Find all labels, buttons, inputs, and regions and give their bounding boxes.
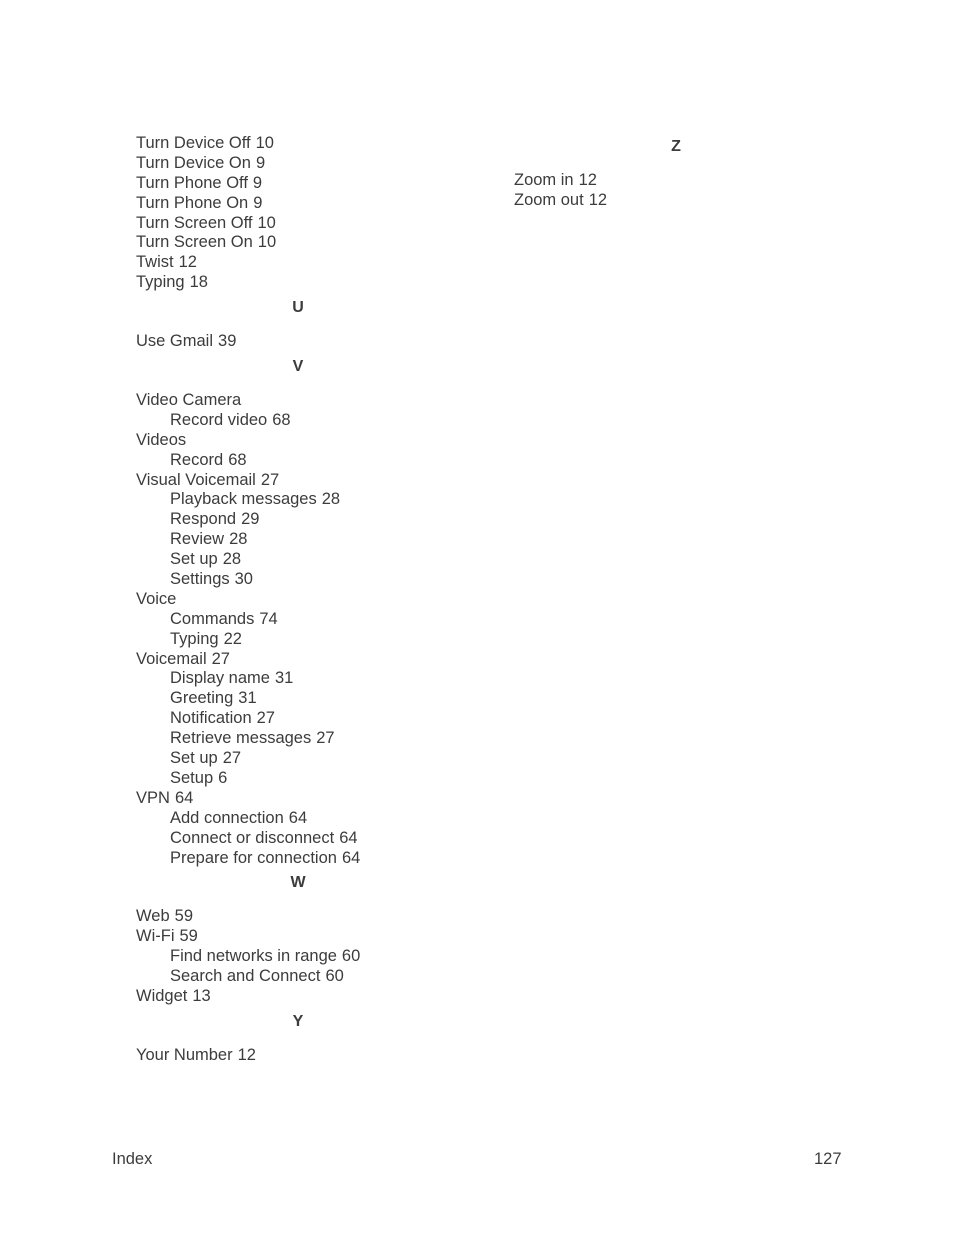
index-entry [514, 171, 844, 191]
index-page-ref: 27 [211, 649, 230, 668]
index-term: Zoom out [514, 190, 584, 209]
index-term: Typing [136, 273, 185, 292]
index-subentry [136, 411, 466, 431]
index-term: Playback messages [170, 490, 317, 509]
index-entry [136, 273, 466, 293]
index-entry [136, 174, 466, 194]
index-page-ref: 28 [321, 490, 341, 509]
index-subentry [136, 967, 466, 987]
index-entry [514, 191, 844, 211]
index-page-ref: 9 [252, 173, 263, 192]
index-entry [136, 253, 466, 273]
index-page-ref: 60 [341, 947, 361, 966]
index-entry [136, 471, 466, 491]
index-term: Zoom in [514, 171, 574, 189]
index-term: Video Camera [136, 391, 242, 410]
index-page-ref: 27 [260, 470, 280, 489]
index-page-ref: 68 [228, 450, 247, 469]
index-subentry [136, 510, 466, 530]
index-page-ref: 12 [178, 253, 197, 272]
index-letter-heading: W [290, 874, 306, 892]
index-term: Notification [170, 709, 252, 728]
index-page-ref: 12 [237, 1045, 256, 1064]
index-term: Find networks in range [170, 947, 337, 966]
index-subentry [136, 809, 466, 829]
index-subentry [136, 769, 466, 789]
index-letter-heading: Y [292, 1012, 304, 1030]
index-page-ref: 28 [222, 550, 242, 569]
index-page-ref: 13 [192, 986, 211, 1005]
index-term: Use Gmail [136, 332, 214, 351]
index-term: Web [136, 907, 170, 926]
index-page-ref: 18 [189, 273, 208, 292]
index-page-ref: 39 [218, 332, 237, 351]
index-term: Display name [170, 669, 270, 688]
index-column-right [514, 134, 844, 211]
index-page-ref: 30 [234, 570, 253, 589]
index-term: Widget [136, 986, 188, 1005]
index-entry [136, 590, 466, 610]
index-page-ref: 27 [222, 749, 242, 768]
index-term: Setup [170, 768, 214, 787]
index-page-ref: 64 [288, 808, 308, 827]
index-term: Videos [136, 430, 187, 449]
index-term: Review [170, 530, 225, 549]
index-term: Voicemail [136, 649, 207, 668]
index-page-ref: 12 [588, 190, 608, 209]
index-page-ref: 59 [174, 907, 193, 926]
index-page-ref: 68 [272, 410, 291, 429]
index-page-ref: 64 [174, 788, 194, 807]
index-entry [136, 233, 466, 253]
index-page-ref: 22 [223, 629, 242, 648]
index-page-ref: 31 [274, 669, 294, 688]
index-page-ref: 31 [238, 689, 257, 708]
index-subentry [136, 570, 466, 590]
index-term: Your Number [136, 1045, 233, 1064]
index-term: Voice [136, 589, 177, 608]
index-subentry [136, 490, 466, 510]
index-entry [136, 391, 466, 411]
index-entry [136, 650, 466, 670]
index-page-ref: 27 [316, 729, 335, 748]
footer-section-label: Index [112, 1150, 153, 1168]
index-term: Record video [170, 410, 268, 429]
index-term: Search and Connect [170, 967, 321, 986]
index-term: Set up [170, 550, 218, 569]
index-term: Wi-Fi [136, 927, 175, 946]
index-page-ref: 12 [578, 171, 597, 189]
footer-page-number: 127 [814, 1150, 842, 1168]
index-subentry [136, 610, 466, 630]
index-letter-heading: U [292, 299, 304, 317]
index-term: Set up [170, 749, 218, 768]
index-entry [136, 134, 466, 154]
index-subentry [136, 947, 466, 967]
index-page-ref: 28 [229, 530, 248, 549]
index-page-ref: 60 [325, 967, 344, 986]
index-page-ref: 59 [179, 927, 198, 946]
index-entry [136, 1046, 466, 1066]
index-term: Turn Device Off [136, 134, 251, 152]
index-entry [136, 907, 466, 927]
index-term: Commands [170, 609, 255, 628]
index-subentry [136, 451, 466, 471]
index-entry [136, 214, 466, 234]
index-page-ref: 29 [241, 510, 260, 529]
index-subentry [136, 689, 466, 709]
index-page-ref: 27 [256, 709, 275, 728]
index-page-ref: 74 [259, 609, 278, 628]
index-subentry [136, 550, 466, 570]
index-page-ref: 9 [253, 193, 263, 212]
index-term: Greeting [170, 689, 234, 708]
index-subentry [136, 669, 466, 689]
index-term: Prepare for connection [170, 848, 337, 867]
index-page-ref: 10 [257, 233, 277, 252]
index-page-ref: 10 [255, 134, 274, 152]
index-page-ref: 64 [341, 848, 361, 867]
index-entry [136, 987, 466, 1007]
index-term: Turn Screen Off [136, 213, 253, 232]
index-term: Typing [170, 629, 219, 648]
index-subentry [136, 729, 466, 749]
index-entry [136, 431, 466, 451]
index-page-ref: 6 [218, 768, 228, 787]
index-entry [136, 154, 466, 174]
index-subentry [136, 709, 466, 729]
index-letter-heading: Z [671, 138, 681, 155]
index-entry [136, 789, 466, 809]
index-subentry [136, 849, 466, 869]
index-term: Twist [136, 253, 174, 272]
index-entry [136, 927, 466, 947]
index-entry [136, 194, 466, 214]
index-subentry [136, 829, 466, 849]
index-term: Turn Screen On [136, 233, 253, 252]
index-term: Retrieve messages [170, 729, 312, 748]
index-term: Turn Device On [136, 153, 251, 172]
index-column-left [136, 134, 466, 1066]
index-page-ref: 64 [339, 828, 358, 847]
index-term: Settings [170, 570, 230, 589]
index-entry [136, 332, 466, 352]
index-page-ref: 10 [257, 213, 276, 232]
index-term: Record [170, 450, 224, 469]
index-subentry [136, 530, 466, 550]
index-subentry [136, 749, 466, 769]
index-term: Visual Voicemail [136, 470, 256, 489]
index-term: Add connection [170, 808, 284, 827]
index-term: Connect or disconnect [170, 828, 335, 847]
index-term: Turn Phone Off [136, 173, 248, 192]
index-page-ref: 9 [255, 153, 266, 172]
index-letter-heading: V [292, 358, 304, 376]
index-term: Turn Phone On [136, 193, 249, 212]
index-term: Respond [170, 510, 237, 529]
index-term: VPN [136, 788, 170, 807]
index-subentry [136, 630, 466, 650]
